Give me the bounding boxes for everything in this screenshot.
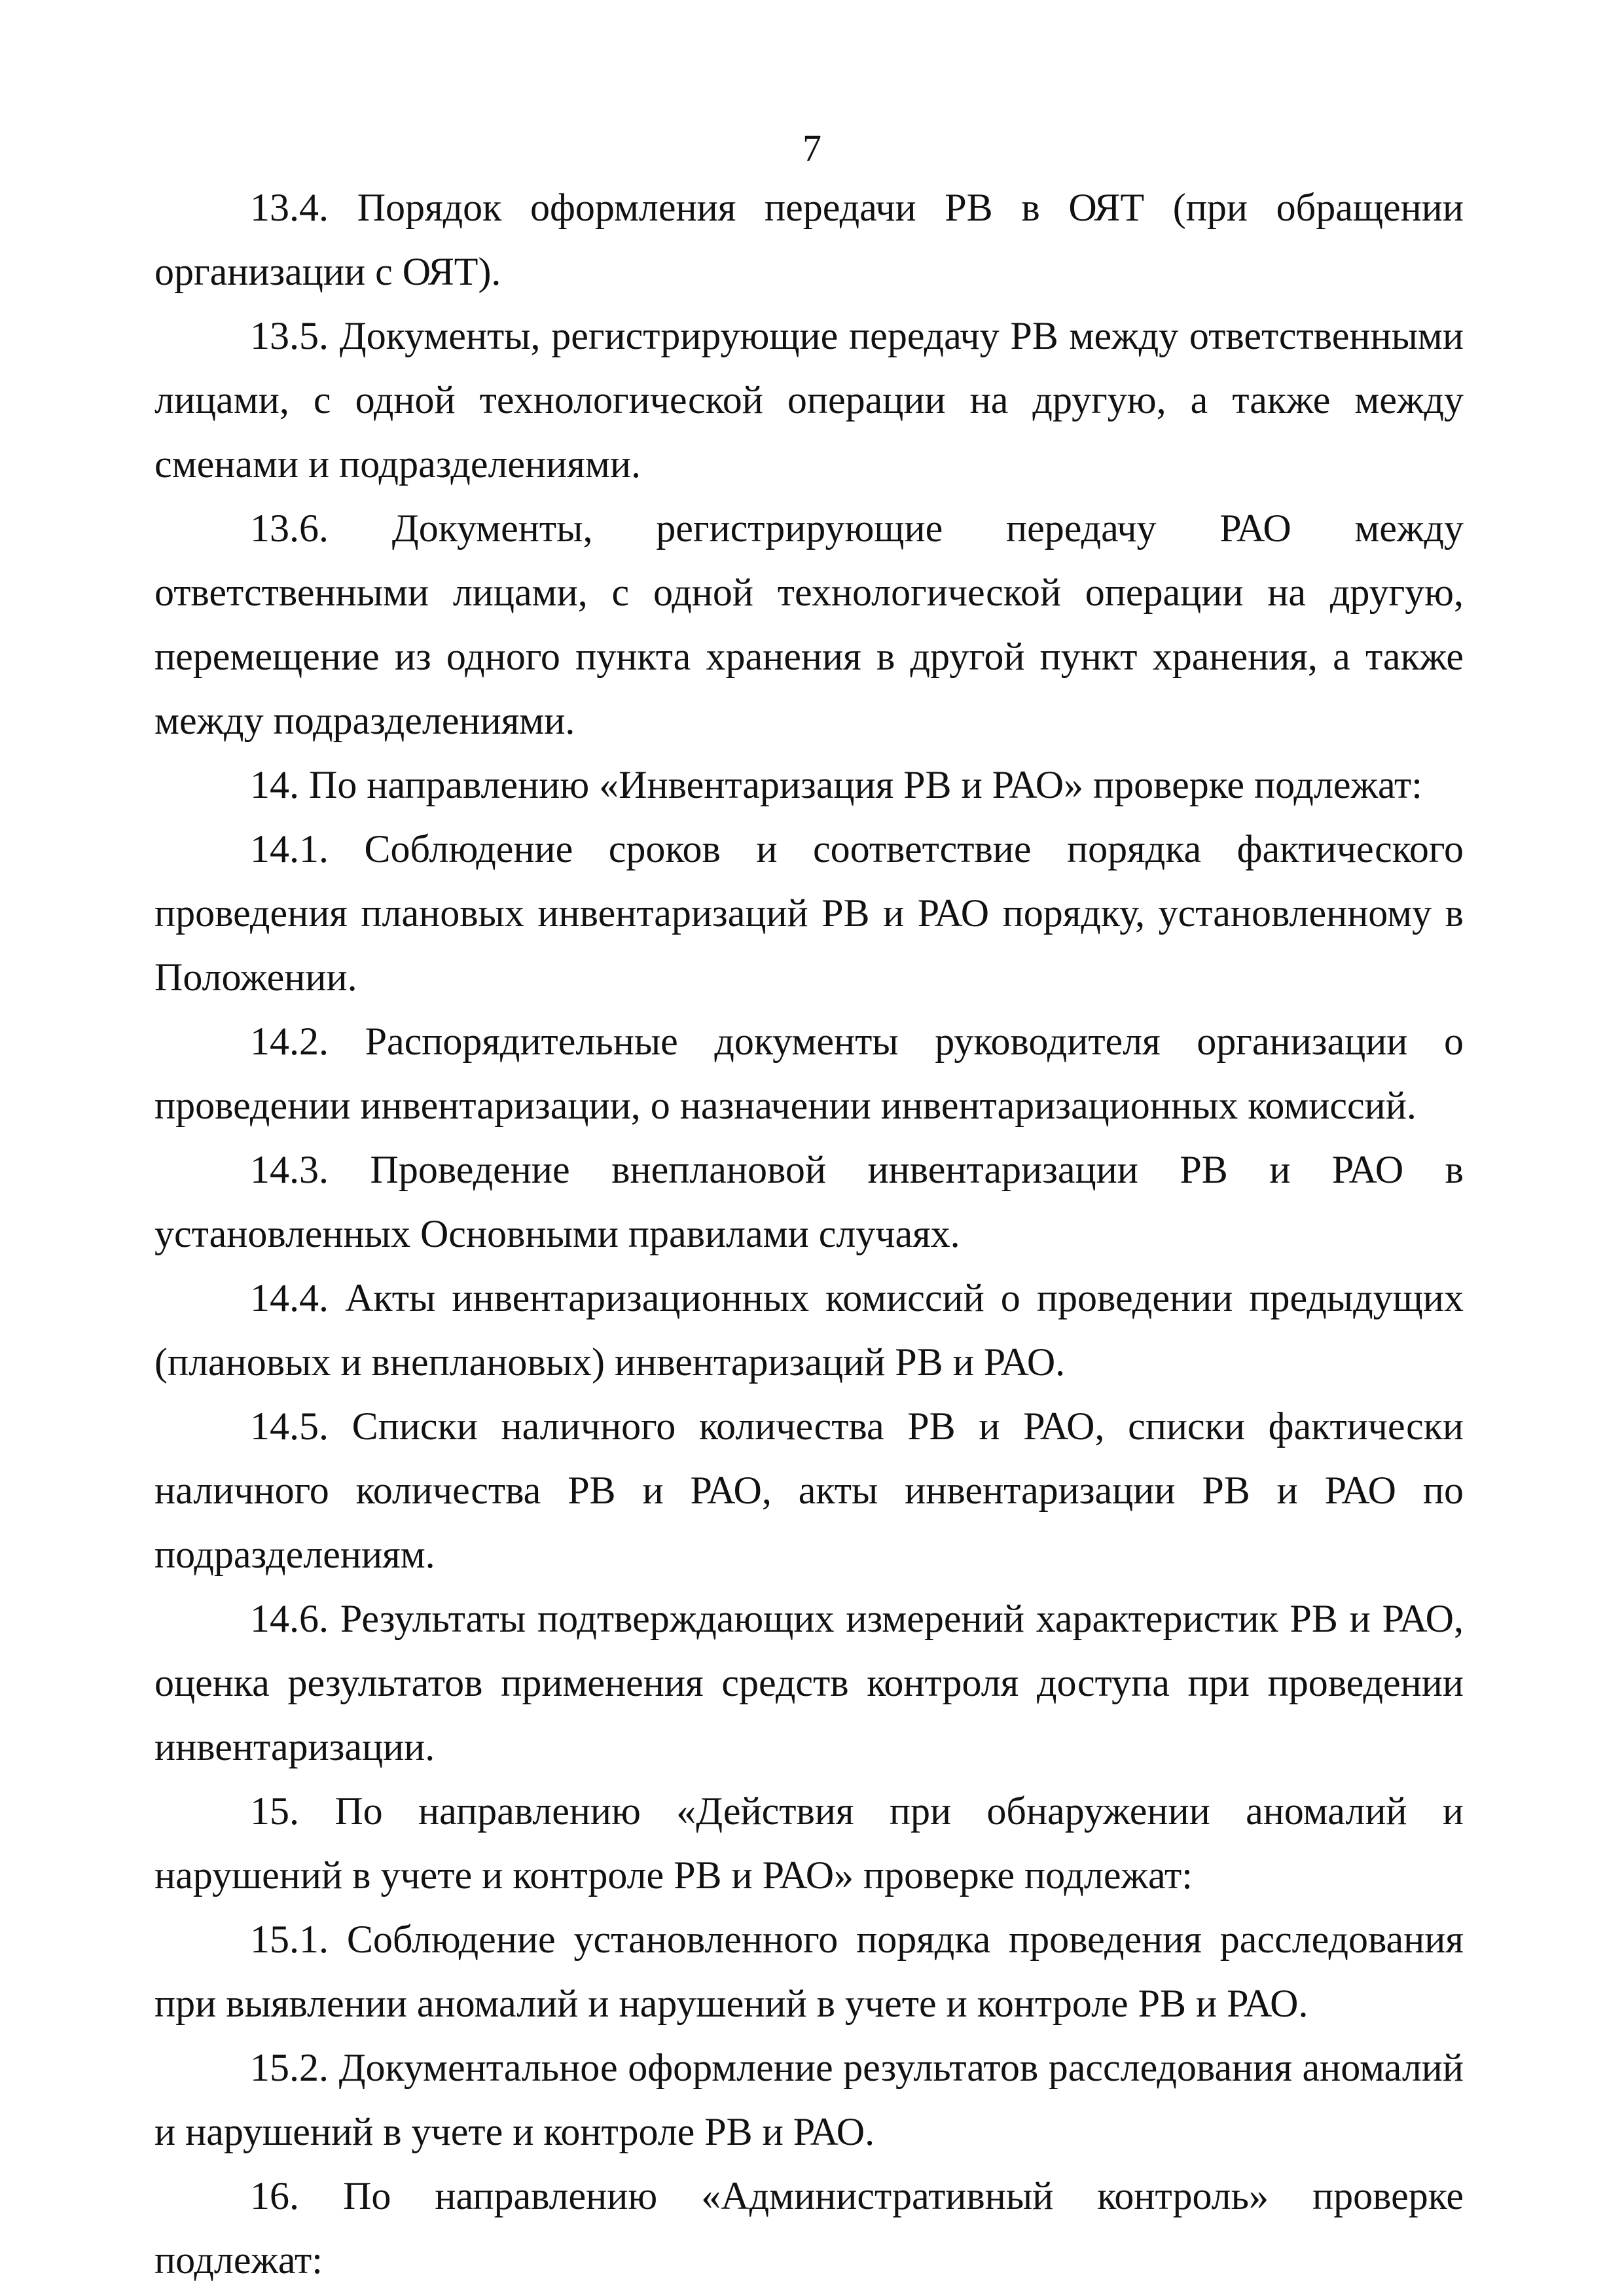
paragraph-16: 16. По направлению «Административный контроль» проверке подлежат: <box>154 2174 1464 2282</box>
paragraph-14: 14. По направлению «Инвентаризация РВ и РАО» проверке подлежат: <box>250 763 1422 806</box>
paragraph-14-1: 14.1. Соблюдение сроков и соответствие порядка фактического проведения плановых инвентаризаций РВ и РАО порядку, установленному в Положении. <box>154 827 1464 999</box>
paragraph-15-2: 15.2. Документальное оформление результатов расследования аномалий и нарушений в учете и контроле РВ и РАО. <box>154 2046 1464 2153</box>
paragraph-15: 15. По направлению «Действия при обнаружении аномалий и нарушений в учете и контроле РВ и РАО» проверке подлежат: <box>154 1789 1464 1897</box>
paragraph-14-4: 14.4. Акты инвентаризационных комиссий о проведении предыдущих (плановых и внеплановых) инвентаризаций РВ и РАО. <box>154 1276 1464 1384</box>
paragraph-14-6: 14.6. Результаты подтверждающих измерений характеристик РВ и РАО, оценка результатов применения средств контроля доступа при проведении инвентаризации. <box>154 1597 1464 1768</box>
paragraph-14-3: 14.3. Проведение внеплановой инвентаризации РВ и РАО в установленных Основными правилами случаях. <box>154 1148 1464 1255</box>
paragraph-14-5: 14.5. Списки наличного количества РВ и РАО, списки фактически наличного количества РВ и РАО, акты инвентаризации РВ и РАО по подразделениям. <box>154 1405 1464 1576</box>
document-body <box>154 175 1464 2292</box>
page-number: 7 <box>803 127 821 170</box>
paragraph-13-4: 13.4. Порядок оформления передачи РВ в ОЯТ (при обращении организации с ОЯТ). <box>154 186 1464 293</box>
paragraph-15-1: 15.1. Соблюдение установленного порядка проведения расследования при выявлении аномалий и нарушений в учете и контроле РВ и РАО. <box>154 1918 1464 2025</box>
paragraph-13-5: 13.5. Документы, регистрирующие передачу РВ между ответственными лицами, с одной технологической операции на другую, а также между сменами и подразделениями. <box>154 314 1464 486</box>
paragraph-14-2: 14.2. Распорядительные документы руководителя организации о проведении инвентаризации, о назначении инвентаризационных комиссий. <box>154 1020 1464 1127</box>
paragraph-13-6: 13.6. Документы, регистрирующие передачу РАО между ответственными лицами, с одной технологической операции на другую, перемещение из одного пункта хранения в другой пункт хранения, а также между подразделениями. <box>154 507 1464 742</box>
